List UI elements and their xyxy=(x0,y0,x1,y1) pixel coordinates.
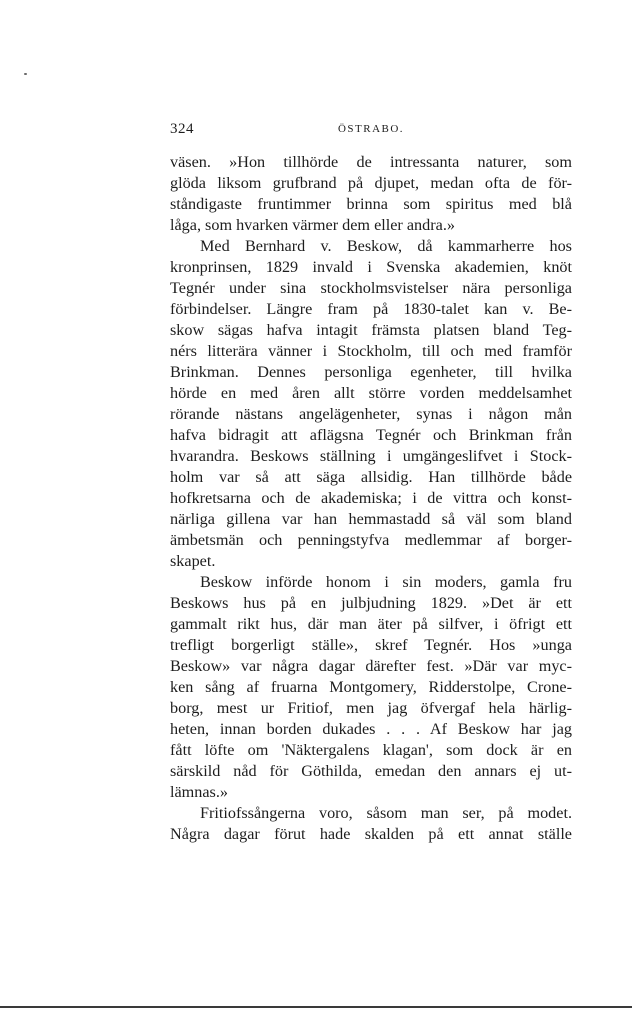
text-line: Beskow införde honom i sin moders, gamla fru xyxy=(200,573,572,591)
text-line: kronprinsen, 1829 invald i Svenska akademien, knöt xyxy=(170,258,572,276)
text-line: Fritiofssångerna voro, såsom man ser, på modet. xyxy=(200,804,572,822)
text-line: nérs litterära vänner i Stockholm, till och med framför xyxy=(170,342,572,360)
text-line: Tegnér under sina stockholmsvistelser nära personliga xyxy=(170,279,572,297)
text-line: särskild nåd för Göthilda, emedan den annars ej ut- xyxy=(170,762,572,780)
text-line: hofkretsarna och de akademiska; i de vittra och konst- xyxy=(170,489,572,507)
text-line: trefligt borgerligt ställe», skref Tegnér. Hos »unga xyxy=(170,636,572,654)
body-text xyxy=(170,152,572,845)
text-line: väsen. »Hon tillhörde de intressanta naturer, som xyxy=(170,153,572,171)
text-line: glöda liksom grufbrand på djupet, medan ofta de för- xyxy=(170,174,572,192)
text-line: Beskows hus på en julbjudning 1829. »Det är ett xyxy=(170,594,572,612)
text-line: skow sägas hafva intagit främsta platsen bland Teg- xyxy=(170,321,572,339)
text-line: hvarandra. Beskows ställning i umgängeslifvet i Stock- xyxy=(170,447,572,465)
text-line: Några dagar förut hade skalden på ett annat ställe xyxy=(170,825,572,843)
text-line: gammalt rikt hus, där man äter på silfver, i öfrigt ett xyxy=(170,615,572,633)
text-line: skapet. xyxy=(170,552,216,570)
text-line: ken sång af fruarna Montgomery, Ridderstolpe, Crone- xyxy=(170,678,572,696)
running-head xyxy=(170,121,572,141)
text-line: fått löfte om 'Näktergalens klagan', som dock är en xyxy=(170,741,572,759)
text-line: holm var så att säga allsidig. Han tillhörde både xyxy=(170,468,572,486)
page-number: 324 xyxy=(170,121,194,137)
text-line: Brinkman. Dennes personliga egenheter, till hvilka xyxy=(170,363,572,381)
text-line: ståndigaste fruntimmer brinna som spiritus med blå xyxy=(170,195,572,213)
text-line: Beskow» var några dagar därefter fest. »Där var myc- xyxy=(170,657,572,675)
text-line: närliga gillena var han hemmastadd så väl som bland xyxy=(170,510,572,528)
text-line: Med Bernhard v. Beskow, då kammarherre hos xyxy=(200,237,572,255)
text-line: borg, mest ur Fritiof, men jag öfvergaf hela härlig- xyxy=(170,699,572,717)
text-line: ämbetsmän och penningstyfva medlemmar af borger- xyxy=(170,531,572,549)
page-bottom-edge xyxy=(0,1006,632,1008)
text-line: rörande nästans angelägenheter, synas i någon mån xyxy=(170,405,572,423)
print-speck xyxy=(24,73,27,75)
text-line: hafva bidragit att aflägsna Tegnér och Brinkman från xyxy=(170,426,572,444)
text-line: hörde en med åren allt större vorden meddelsamhet xyxy=(170,384,572,402)
text-line: lämnas.» xyxy=(170,783,228,801)
running-title: ÖSTRABO. xyxy=(337,123,405,135)
text-line: heten, innan borden dukades . . . Af Beskow har jag xyxy=(170,720,572,738)
text-line: förbindelser. Längre fram på 1830-talet kan v. Be- xyxy=(170,300,572,318)
text-line: låga, som hvarken värmer dem eller andra.» xyxy=(170,216,455,234)
